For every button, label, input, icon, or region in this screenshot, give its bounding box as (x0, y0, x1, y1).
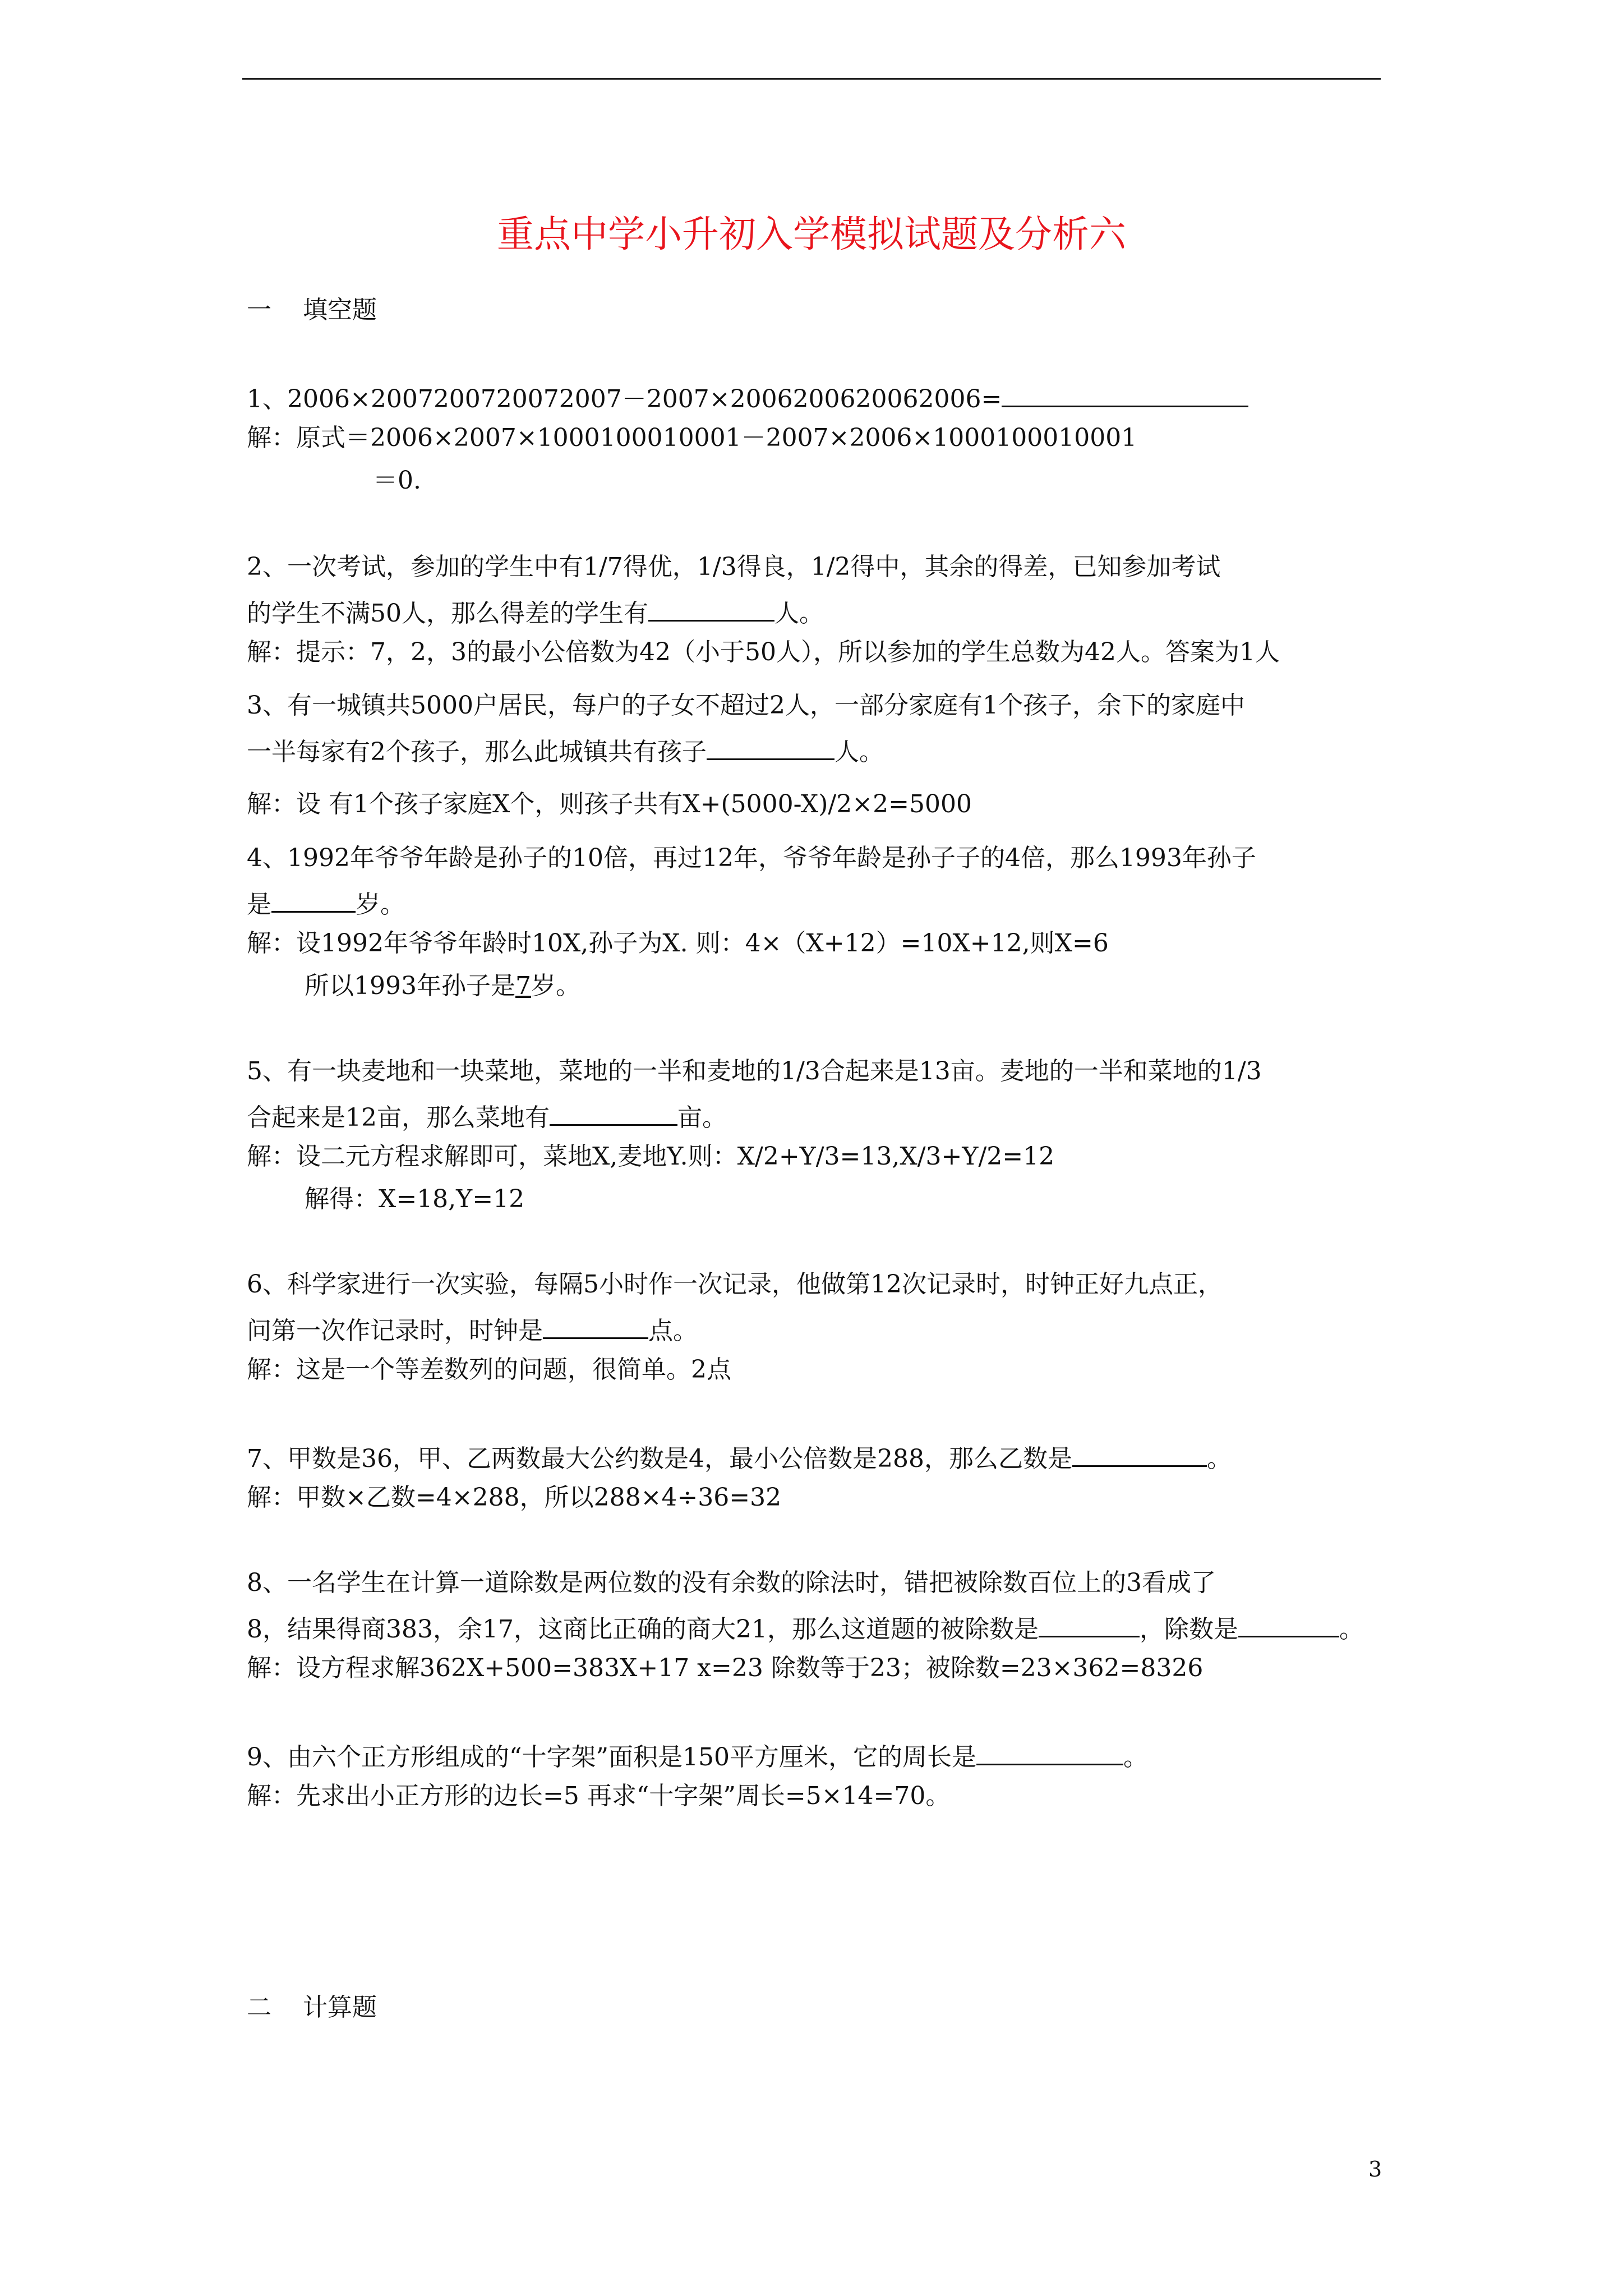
solution-8: 解：设方程求解362X+500=383X+17 x=23 除数等于23；被除数=23×362=8326 (247, 1654, 1204, 1682)
question-3-line-2 (247, 734, 884, 767)
answer-blank[interactable] (543, 1313, 648, 1339)
solution-6: 解：这是一个等差数列的问题，很简单。2点 (247, 1355, 731, 1384)
question-text: 合起来是12亩，那么菜地有 (247, 1103, 550, 1132)
header-rule (242, 78, 1381, 80)
solution-9: 解：先求出小正方形的边长=5 再求“十字架”周长=5×14=70。 (247, 1782, 951, 1810)
question-text: 的学生不满50人，那么得差的学生有 (247, 599, 648, 628)
question-text: 问第一次作记录时，时钟是 (247, 1317, 543, 1345)
question-text: 。 (1339, 1615, 1364, 1644)
answer-blank[interactable] (271, 886, 356, 913)
question-text: 岁。 (356, 890, 405, 919)
answer-blank[interactable] (1072, 1441, 1207, 1467)
question-5-line-2 (247, 1099, 727, 1133)
question-text: 是 (247, 890, 271, 919)
question-1 (247, 381, 1248, 415)
answer-blank-dividend[interactable] (1039, 1611, 1140, 1637)
question-text: 人。 (774, 599, 824, 628)
question-6-line-1: 6、科学家进行一次实验，每隔5小时作一次记录，他做第12次记录时，时钟正好九点正， (247, 1270, 1223, 1299)
question-9 (247, 1739, 1148, 1773)
solution-answer: 7 (515, 972, 531, 1000)
section-heading-fill-in (247, 296, 377, 325)
question-4-line-1: 4、1992年爷爷年龄是孙子的10倍，再过12年，爷爷年龄是孙子子的4倍，那么1993年孙子 (247, 844, 1256, 872)
solution-4-line-1: 解：设1992年爷爷年龄时10X,孙子为X. 则：4×（X+12）=10X+12,则X=6 (247, 929, 1109, 958)
question-8-line-1: 8、一名学生在计算一道除数是两位数的没有余数的除法时，错把被除数百位上的3看成了 (247, 1568, 1216, 1597)
solution-7: 解：甲数×乙数=4×288，所以288×4÷36=32 (247, 1483, 782, 1512)
question-text: 。 (1206, 1444, 1232, 1473)
question-text: ，除数是 (1139, 1615, 1238, 1644)
page-title: 重点中学小升初入学模拟试题及分析六 (497, 213, 1126, 256)
solution-4-line-2 (305, 972, 580, 1001)
question-text: 一半每家有2个孩子，那么此城镇共有孩子 (247, 738, 707, 766)
solution-1-line-2: ＝0. (373, 466, 421, 495)
page-number: 3 (1368, 2157, 1382, 2182)
question-5-line-1: 5、有一块麦地和一块菜地，菜地的一半和麦地的1/3合起来是13亩。麦地的一半和菜地的1/3 (247, 1057, 1262, 1085)
question-2-line-1: 2、一次考试，参加的学生中有1/7得优，1/3得良，1/2得中，其余的得差，已知参加考试 (247, 553, 1221, 581)
solution-1-line-1: 解：原式＝2006×2007×1000100010001－2007×2006×1000100010001 (247, 424, 1137, 452)
answer-blank-divisor[interactable] (1238, 1611, 1339, 1637)
answer-blank[interactable] (550, 1099, 677, 1126)
question-text: 人。 (834, 738, 884, 766)
solution-text: 所以1993年孙子是 (305, 972, 515, 1000)
section-number: 二 (247, 1993, 271, 2022)
question-8-line-2 (247, 1611, 1364, 1645)
question-text: 7、甲数是36，甲、乙两数最大公约数是4，最小公倍数是288，那么乙数是 (247, 1444, 1072, 1473)
question-text: 亩。 (677, 1103, 727, 1132)
question-text: 点。 (648, 1317, 698, 1345)
answer-blank[interactable] (707, 734, 834, 760)
solution-text: 岁。 (531, 972, 580, 1000)
question-text: 8，结果得商383，余17，这商比正确的商大21，那么这道题的被除数是 (247, 1615, 1039, 1644)
solution-5-line-2: 解得：X=18,Y=12 (305, 1185, 525, 1213)
solution-5-line-1: 解：设二元方程求解即可，菜地X,麦地Y.则：X/2+Y/3=13,X/3+Y/2=12 (247, 1142, 1055, 1171)
solution-2: 解：提示：7，2，3的最小公倍数为42（小于50人），所以参加的学生总数为42人。答案为1人 (247, 638, 1280, 666)
answer-blank[interactable] (648, 595, 774, 622)
question-7 (247, 1441, 1232, 1474)
section-label: 填空题 (303, 296, 377, 324)
question-text: 9、由六个正方形组成的“十字架”面积是150平方厘米，它的周长是 (247, 1743, 976, 1772)
question-4-line-2 (247, 886, 405, 920)
question-2-line-2 (247, 595, 824, 629)
section-number: 一 (247, 296, 271, 324)
question-text: 。 (1123, 1743, 1148, 1772)
solution-3: 解：设 有1个孩子家庭X个，则孩子共有X+(5000-X)/2×2=5000 (247, 790, 972, 818)
section-heading-calculation (247, 1993, 377, 2023)
question-text: 1、2006×2007200720072007－2007×2006200620062006= (247, 385, 1002, 413)
section-label: 计算题 (303, 1993, 377, 2022)
answer-blank[interactable] (1002, 381, 1248, 407)
question-3-line-1: 3、有一城镇共5000户居民，每户的子女不超过2人，一部分家庭有1个孩子，余下的家庭中 (247, 691, 1245, 720)
question-6-line-2 (247, 1313, 698, 1346)
answer-blank[interactable] (976, 1739, 1123, 1765)
